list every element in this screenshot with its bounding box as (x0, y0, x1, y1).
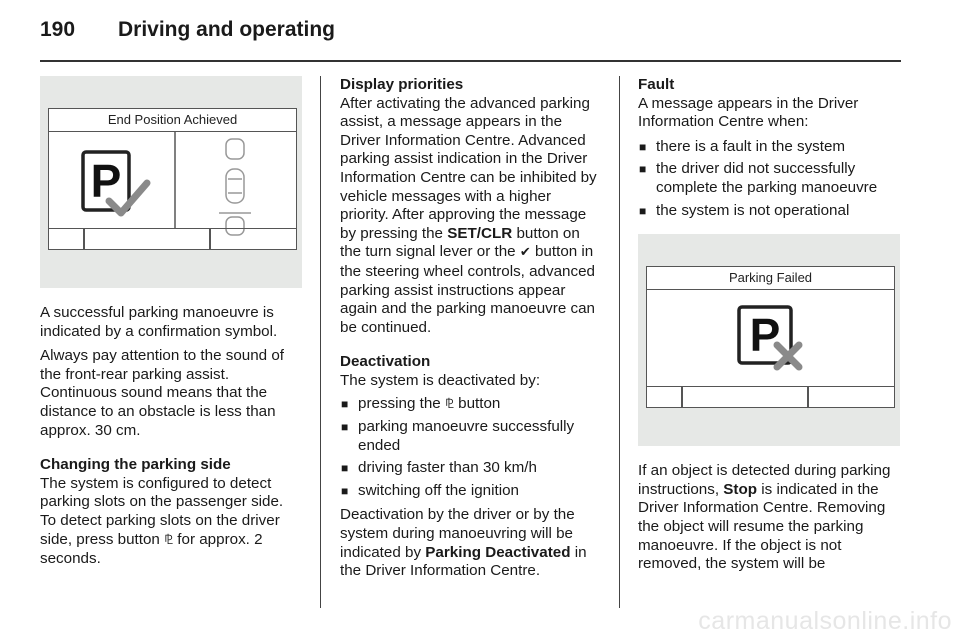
column-divider-1 (320, 76, 321, 608)
list-item: ■ driving faster than 30 km/h (340, 459, 602, 478)
paragraph: Deactivation by the driver or by the system during manoeuvring will be indicated by Parking Deactivated in the Driver Information Centre. (340, 506, 587, 580)
figure-end-position (40, 76, 302, 288)
subheading-deactivation: Deactivation (340, 353, 431, 371)
paragraph: A successful parking manoeuvre is indicated by a confirmation symbol. (40, 304, 278, 340)
fault-list (638, 138, 900, 220)
list-item: ■ there is a fault in the system (638, 138, 900, 157)
list-item: ■ parking manoeuvre successfully ended (340, 418, 602, 455)
paragraph: If an object is detected during parking instructions, Stop is indicated in the Driver Information Centre. Removing the object will resume the parking manoeuvre. If the object is not removed, the system will be (638, 462, 891, 573)
figure-parking-failed (638, 234, 900, 446)
section-title: Driving and operating (118, 18, 336, 41)
dic-footer (647, 386, 894, 407)
list-item: ■ switching off the ignition (340, 482, 602, 501)
paragraph: Always pay attention to the sound of the front-rear parking assist. Continuous sound means that the distance to an obstacle is less than approx. 30 cm. (40, 347, 285, 439)
svg-text:P: P (90, 155, 122, 207)
dic-display (48, 108, 297, 250)
set-clr-label: SET/CLR (447, 224, 513, 242)
column-3 (638, 76, 900, 580)
paragraph: After activating the advanced parking assist, a message appears in the Driver Information Centre. Advanced parking assist indication in the Driver Information Centre can be inhibited by vehicle messages with a higher priority. After approving the message by pressing the SET/CLR button on the turn signal lever or the ✔ button in the steering wheel controls, advanced parking assist instructions appear again and the parking manoeuvre can be continued. (340, 94, 597, 336)
paragraph: The system is deactivated by: (340, 371, 541, 389)
dic-title: Parking Failed (647, 267, 894, 290)
page-number: 190 (40, 18, 76, 41)
subheading-changing-side: Changing the parking side (40, 456, 231, 474)
column-divider-2 (619, 76, 620, 608)
dic-display (646, 266, 895, 408)
list-item: ■ pressing the ⅊ button (340, 395, 602, 415)
watermark: carmanualsonline.info (698, 607, 952, 635)
parking-button-icon: ⅊ (444, 396, 454, 412)
dic-footer (49, 228, 296, 249)
list-item: ■ the driver did not successfully complete the parking manoeuvre (638, 160, 900, 197)
list-item: ■ the system is not operational (638, 202, 900, 221)
subheading-fault: Fault (638, 76, 675, 93)
paragraph: The system is configured to detect parking slots on the passenger side. To detect parking slots on the driver side, press button ⅊ for approx. 2 seconds. (40, 474, 284, 568)
dic-title: End Position Achieved (49, 109, 296, 132)
column-2 (340, 76, 602, 587)
header-rule (40, 60, 901, 62)
paragraph: A message appears in the Driver Information Centre when: (638, 94, 859, 131)
stop-label: Stop (723, 480, 758, 498)
subheading-display-priorities: Display priorities (340, 76, 464, 93)
svg-text:P: P (749, 309, 781, 362)
check-icon: ✔ (519, 245, 531, 261)
column-1 (40, 76, 302, 575)
parking-button-icon: ⅊ (164, 532, 174, 548)
deactivation-list (340, 395, 602, 501)
parking-deactivated-label: Parking Deactivated (425, 543, 571, 561)
